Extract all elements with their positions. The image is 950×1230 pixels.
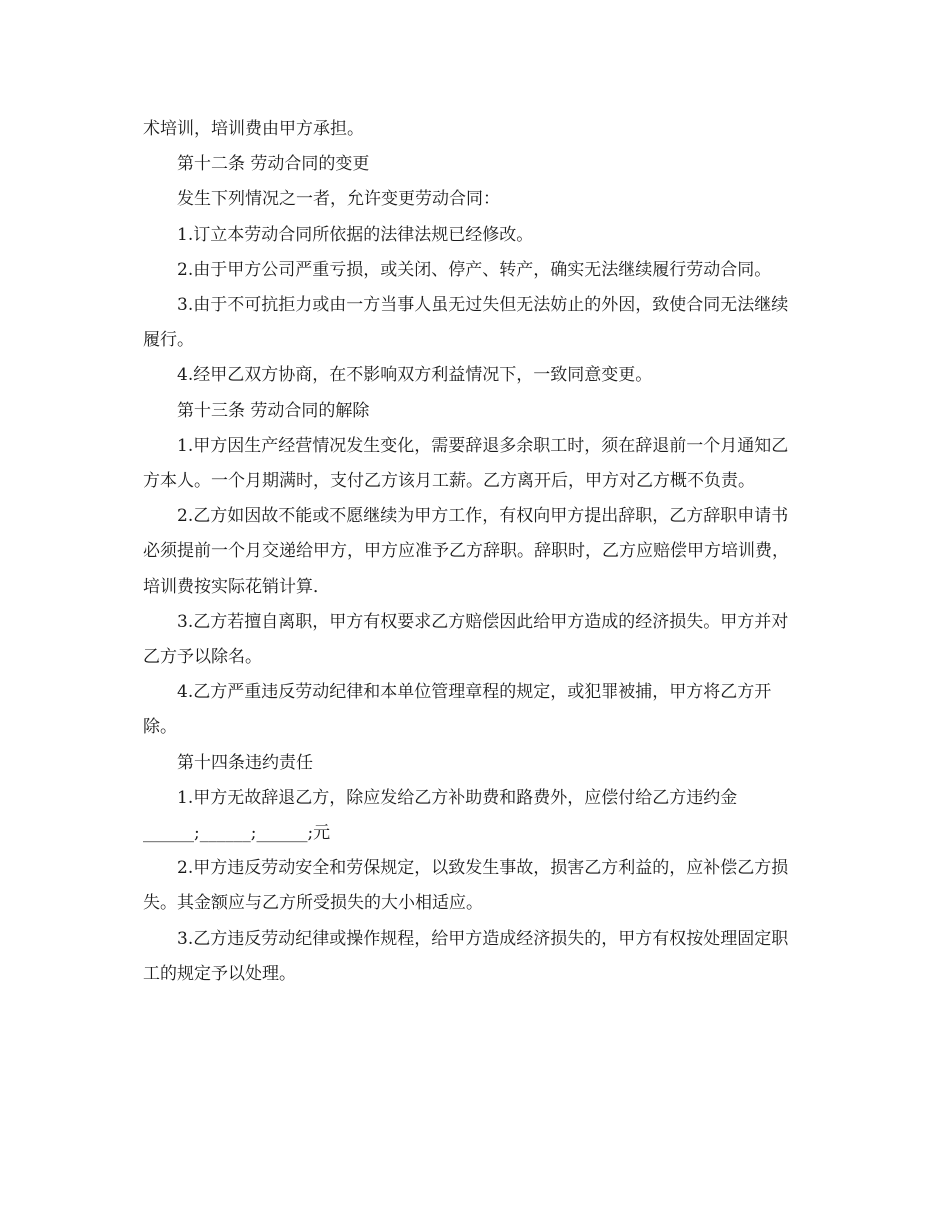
list-item: 3.乙方若擅自离职，甲方有权要求乙方赔偿因此给甲方造成的经济损失。甲方并对乙方予以除名。 xyxy=(143,611,789,668)
paragraph: 发生下列情况之一者，允许变更劳动合同： xyxy=(177,189,500,210)
list-item: 3.由于不可抗拒力或由一方当事人虽无过失但无法妨止的外因，致使合同无法继续履行。 xyxy=(143,295,789,351)
article-12-heading: 第十二条 劳动合同的变更 xyxy=(177,154,370,175)
list-item: 4.乙方严重违反劳动纪律和本单位管理章程的规定，或犯罪被捕，甲方将乙方开除。 xyxy=(143,682,772,738)
list-item: 2.乙方如因故不能或不愿继续为甲方工作，有权向甲方提出辞职，乙方辞职申请书必须提前一个月交递给甲方，甲方应准予乙方辞职。辞职时，乙方应赔偿甲方培训费，培训费按实际花销计算． xyxy=(143,506,789,597)
list-item: 2.甲方违反劳动安全和劳保规定，以致发生事故，损害乙方利益的，应补偿乙方损失。其金额应与乙方所受损失的大小相适应。 xyxy=(143,858,789,914)
list-item: 1.甲方因生产经营情况发生变化，需要辞退多余职工时，须在辞退前一个月通知乙方本人。一个月期满时，支付乙方该月工薪。乙方离开后，甲方对乙方概不负责。 xyxy=(143,435,789,492)
list-item: 1.订立本劳动合同所依据的法律法规已经修改。 xyxy=(177,224,534,245)
paragraph-continuation: 术培训，培训费由甲方承担。 xyxy=(143,119,364,139)
list-item: 4.经甲乙双方协商，在不影响双方利益情况下，一致同意变更。 xyxy=(177,365,653,386)
article-14-heading: 第十四条违约责任 xyxy=(177,752,313,773)
document-body xyxy=(143,112,803,992)
list-item: 3.乙方违反劳动纪律或操作规程，给甲方造成经济损失的，甲方有权按处理固定职工的规定予以处理。 xyxy=(143,928,789,984)
list-item: 1.甲方无故辞退乙方，除应发给乙方补助费和路费外，应偿付给乙方违约金______;______;______;元 xyxy=(143,787,738,844)
article-13-heading: 第十三条 劳动合同的解除 xyxy=(177,400,370,421)
list-item: 2.由于甲方公司严重亏损，或关闭、停产、转产，确实无法继续履行劳动合同。 xyxy=(177,259,772,280)
